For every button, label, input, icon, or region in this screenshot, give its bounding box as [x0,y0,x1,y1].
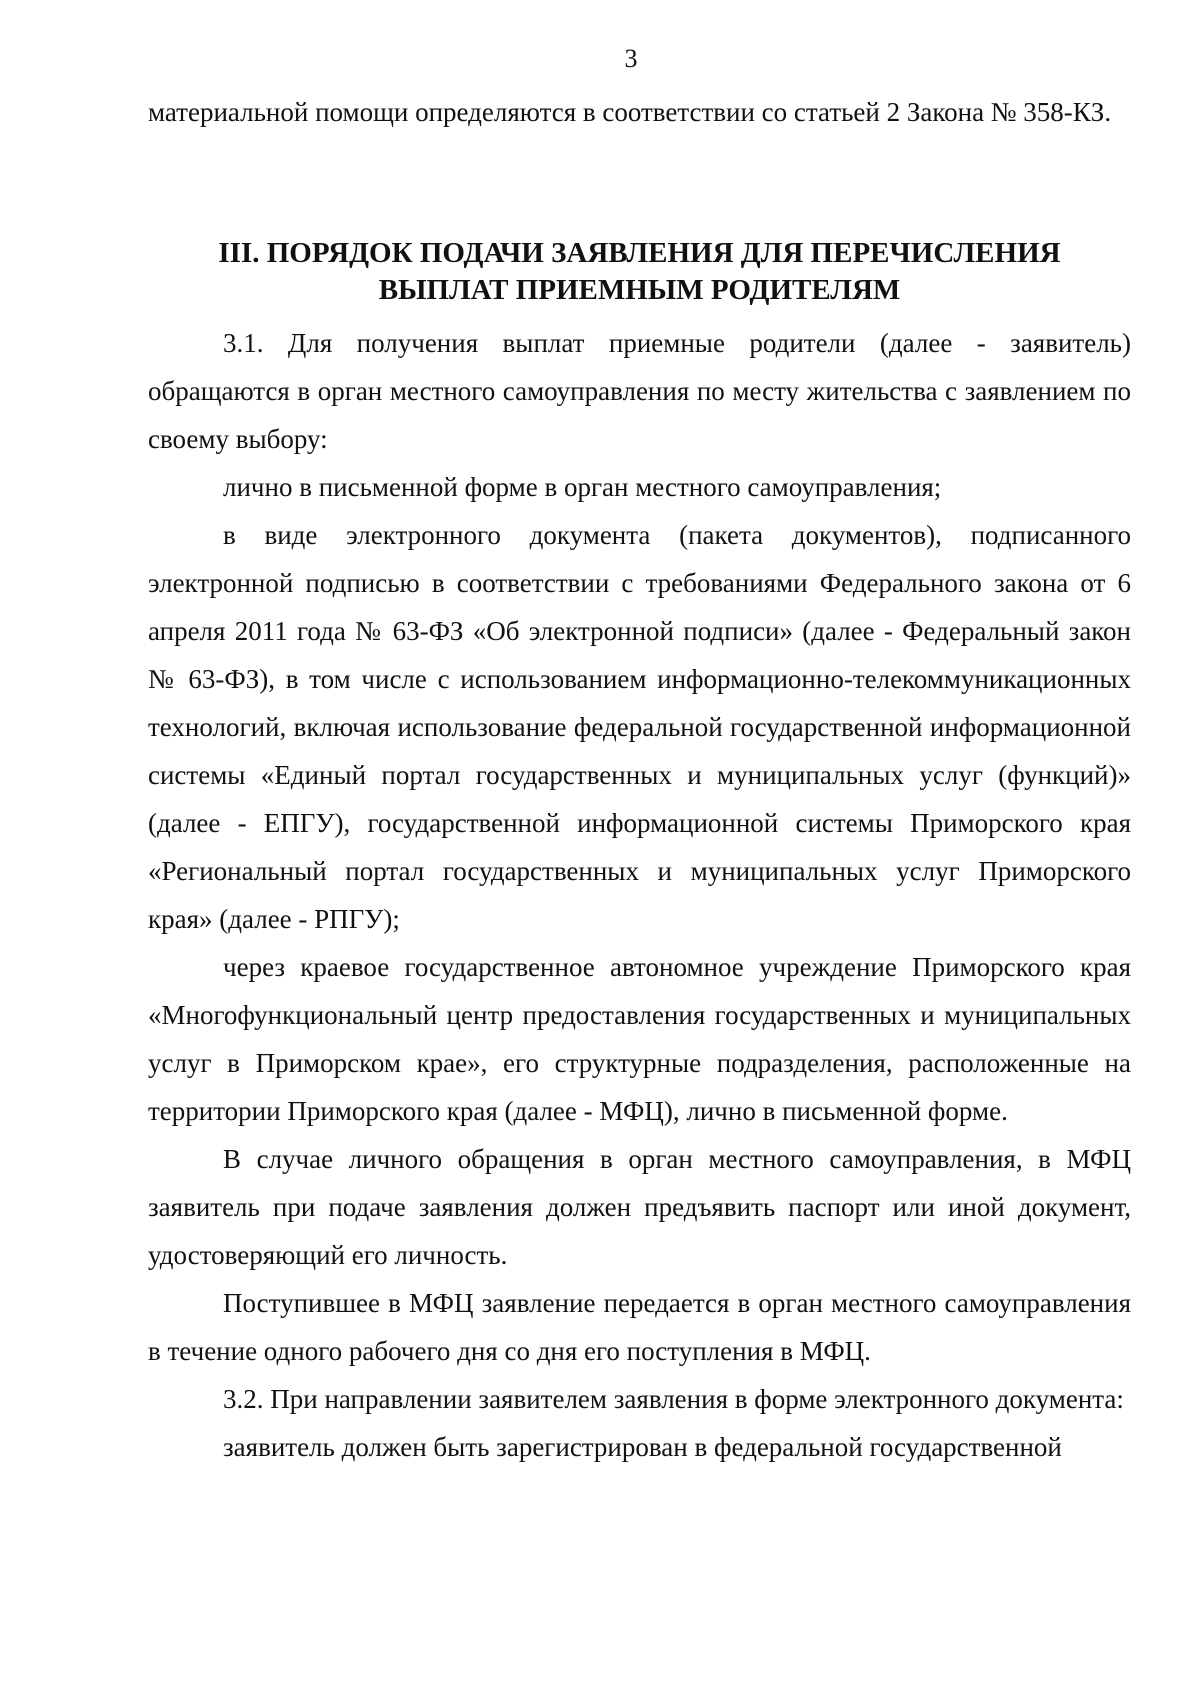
paragraph-personal-visit: В случае личного обращения в орган местного самоуправления, в МФЦ заявитель при подаче заявления должен предъявить паспорт или иной документ, удостоверяющий его личность. [148,1144,1131,1270]
section-title [148,235,1131,309]
page-number: 3 [624,44,638,73]
paragraph-registration: заявитель должен быть зарегистрирован в федеральной государственной [223,1432,1062,1462]
paragraph-3-2: 3.2. При направлении заявителем заявления в форме электронного документа: [223,1384,1124,1414]
section-title-line-2: ВЫПЛАТ ПРИЕМНЫМ РОДИТЕЛЯМ [378,274,901,306]
intro-paragraph: материальной помощи определяются в соответствии со статьей 2 Закона № 358-КЗ. [148,97,1112,127]
section-title-line-1: III. ПОРЯДОК ПОДАЧИ ЗАЯВЛЕНИЯ ДЛЯ ПЕРЕЧИСЛЕНИЯ [218,237,1061,269]
paragraph-transfer: Поступившее в МФЦ заявление передается в орган местного самоуправления в течение одного рабочего дня со дня его поступления в МФЦ. [148,1288,1131,1366]
paragraph-in-person: лично в письменной форме в орган местного самоуправления; [223,472,942,502]
paragraph-electronic: в виде электронного документа (пакета документов), подписанного электронной подписью в соответствии с требованиями Федерального закона от 6 апреля 2011 года № 63-ФЗ «Об электронной подписи» (далее - Федеральный закон № 63-ФЗ), в том числе с использованием информационно-телекоммуникационных технологий, включая использование федеральной государственной информационной системы «Единый портал государственных и муниципальных услуг (функций)» (далее - ЕПГУ), государственной информационной системы Приморского края «Региональный портал государственных и муниципальных услуг Приморского края» (далее - РПГУ); [148,520,1131,934]
paragraph-mfc: через краевое государственное автономное учреждение Приморского края «Многофункциональный центр предоставления государственных и муниципальных услуг в Приморском крае», его структурные подразделения, расположенные на территории Приморского края (далее - МФЦ), лично в письменной форме. [148,952,1131,1126]
intro-block [148,88,1131,136]
section-body [148,319,1131,1471]
paragraph-3-1: 3.1. Для получения выплат приемные родители (далее - заявитель) обращаются в орган местного самоуправления по месту жительства с заявлением по своему выбору: [148,328,1131,454]
